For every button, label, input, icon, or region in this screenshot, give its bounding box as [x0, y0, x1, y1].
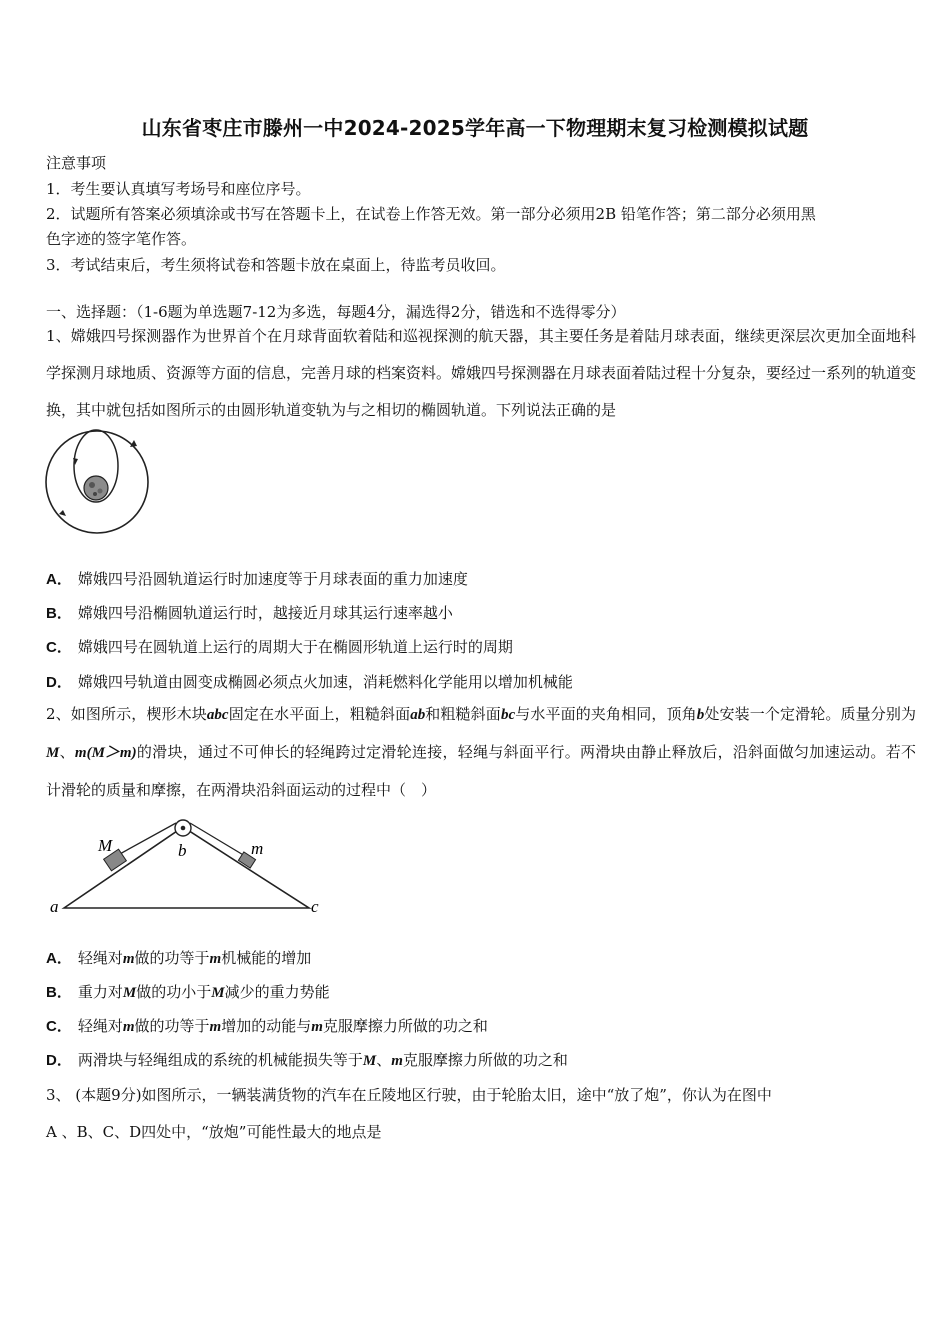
q1-option-c: C． 嫦娥四号在圆轨道上运行的周期大于在椭圆形轨道上运行时的周期 [46, 638, 513, 656]
label-m: m [251, 839, 264, 858]
rope [118, 823, 176, 855]
label-a: a [50, 897, 59, 916]
q2-option-d: D． 两滑块与轻绳组成的系统的机械能损失等于M、m克服摩擦力所做的功之和 [46, 1051, 568, 1069]
page-title: 山东省枣庄市滕州一中2024-2025学年高一下物理期末复习检测模拟试题 [141, 116, 809, 140]
moon-icon [84, 476, 108, 500]
q2-option-b: B． 重力对M做的功小于M减少的重力势能 [46, 983, 330, 1001]
label-b: b [178, 841, 187, 860]
orbit-figure [44, 428, 156, 538]
question-1-stem: 1、嫦娥四号探测器作为世界首个在月球背面软着陆和巡视探测的航天器，其主要任务是着陆月球表面，继续更深层次更加全面地科学探测月球地质、资源等方面的信息，完善月球的档案资料。嫦娥四号探测器在月球表面着陆过程十分复杂，要经过一系列的轨道变换，其中就包括如图所示的由圆形轨道变轨为与之相切的椭圆轨道。下列说法正确的是 [46, 327, 917, 419]
q2-option-c: C． 轻绳对m做的功等于m增加的动能与m克服摩擦力所做的功之和 [46, 1017, 488, 1035]
notice-item: 1．考生要认真填写考场号和座位序号。 [46, 180, 311, 198]
notice-item: 2．试题所有答案必须填涂或书写在答题卡上，在试卷上作答无效。第一部分必须用2B 铅笔作答；第二部分必须用黑 [46, 205, 816, 223]
notice-item: 3．考试结束后，考生须将试卷和答题卡放在桌面上，待监考员收回。 [46, 256, 506, 274]
q1-option-a: A． 嫦娥四号沿圆轨道运行时加速度等于月球表面的重力加速度 [46, 570, 468, 588]
q1-option-b: B． 嫦娥四号沿椭圆轨道运行时，越接近月球其运行速率越小 [46, 604, 453, 622]
wedge-figure [44, 815, 334, 919]
notice-heading: 注意事项 [46, 154, 107, 172]
label-M: M [98, 836, 113, 855]
q2-option-a: A． 轻绳对m做的功等于m机械能的增加 [46, 949, 312, 967]
question-2-stem: 2、如图所示，楔形木块abc固定在水平面上，粗糙斜面ab和粗糙斜面bc与水平面的夹角相同，顶角b处安装一个定滑轮。质量分别为M、m(M＞m)的滑块，通过不可伸长的轻绳跨过定滑轮连接，轻绳与斜面平行。两滑块由静止释放后，沿斜面做匀加速运动。若不计滑轮的质量和摩擦，在两滑块沿斜面运动的过程中（ ） [46, 705, 916, 799]
question-3-stem: 3、 (本题9分)如图所示，一辆装满货物的汽车在丘陵地区行驶，由于轮胎太旧，途中“放了炮”，你认为在图中 [46, 1086, 772, 1104]
q1-option-d: D． 嫦娥四号轨道由圆变成椭圆必须点火加速，消耗燃料化学能用以增加机械能 [46, 673, 573, 691]
rope [190, 823, 245, 856]
notice-item: 色字迹的签字笔作答。 [46, 230, 197, 248]
section-heading: 一、选择题：（1-6题为单选题7-12为多选，每题4分，漏选得2分，错选和不选得零分） [46, 303, 626, 321]
label-c: c [311, 897, 319, 916]
arrow-icon [59, 510, 66, 516]
question-3-stem-cont: A 、B、C、D四处中，“放炮”可能性最大的地点是 [46, 1123, 382, 1141]
